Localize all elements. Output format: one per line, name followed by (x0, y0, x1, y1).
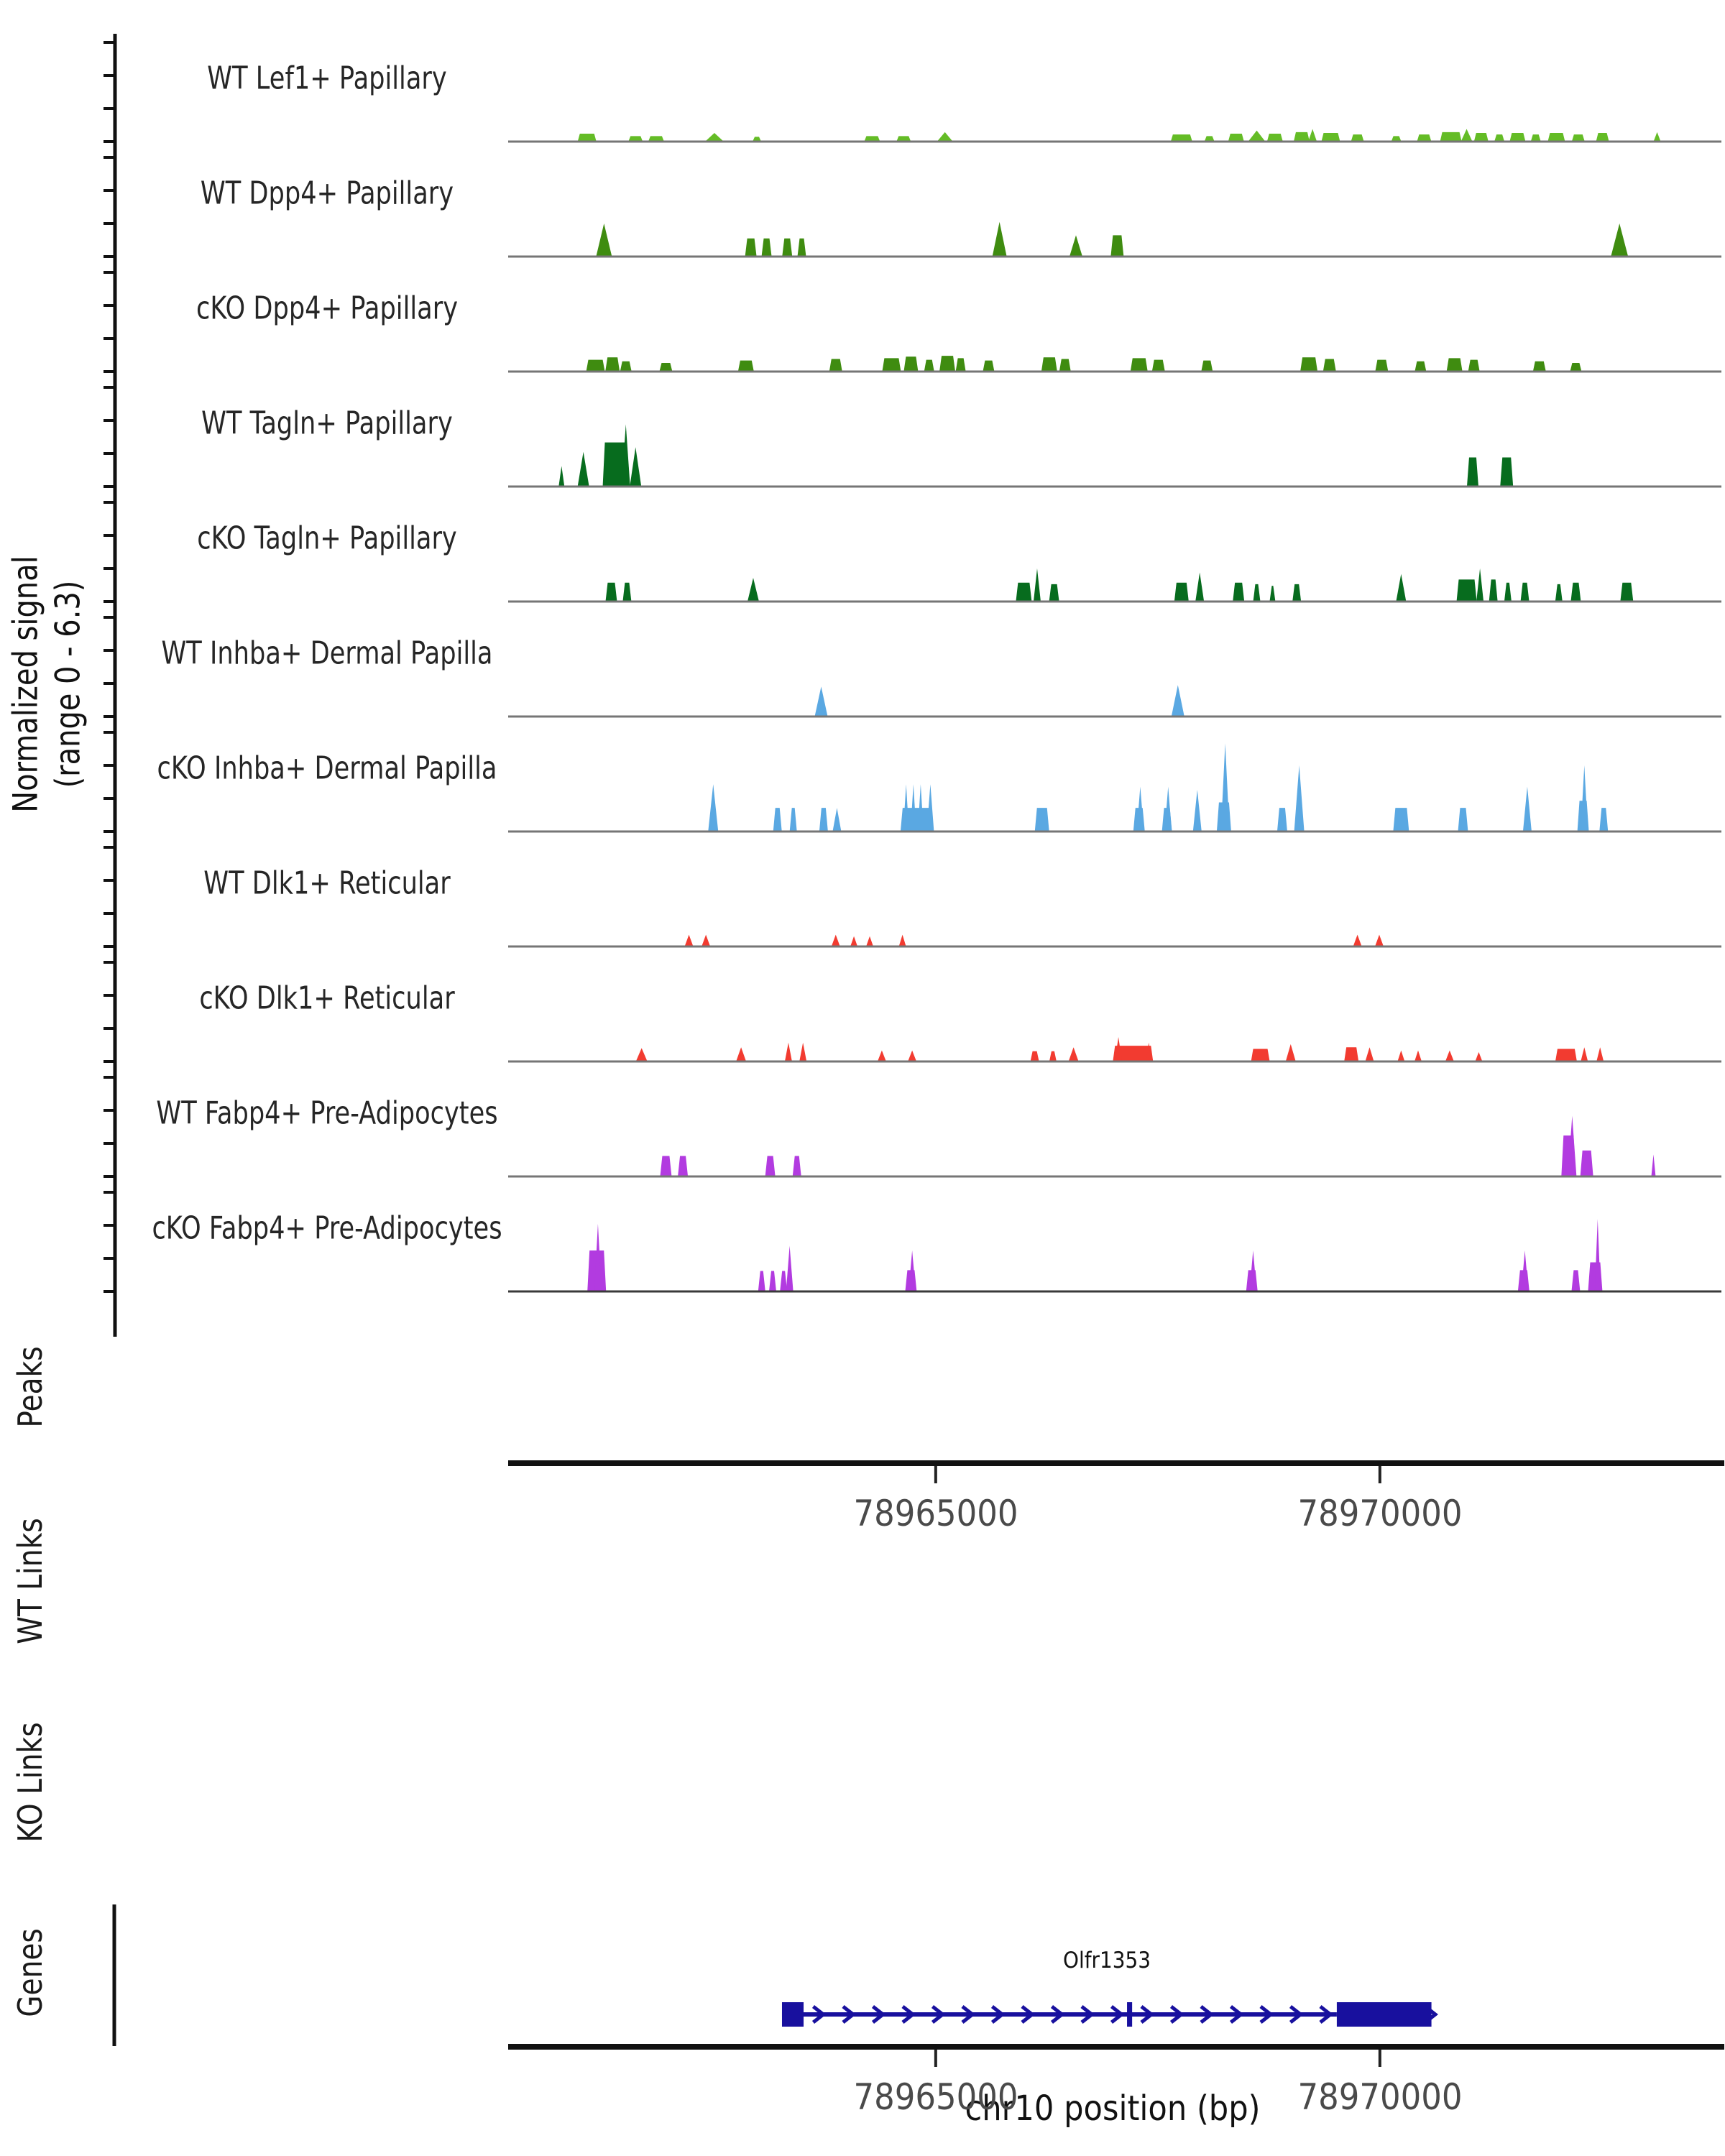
signal-peak (630, 447, 641, 487)
signal-peak (1445, 1051, 1454, 1061)
signal-peak (1620, 583, 1633, 602)
signal-peak (1581, 1151, 1593, 1176)
signal-peak (1300, 357, 1317, 372)
signal-peak (1500, 457, 1513, 487)
signal-peak (850, 936, 857, 946)
signal-peak (1016, 583, 1031, 602)
signal-peak (1414, 1051, 1422, 1061)
signal-peak (1461, 129, 1473, 142)
signal-peak (745, 239, 757, 257)
signal-peak (785, 1043, 792, 1061)
signal-peak (738, 361, 754, 372)
signal-peak (815, 686, 828, 717)
signal-peak (1375, 360, 1388, 372)
signal-peak (1195, 572, 1204, 602)
signal-peak (702, 935, 710, 946)
signal-peak (1599, 808, 1608, 831)
signal-peak (1397, 1051, 1404, 1061)
signal-peak (1414, 361, 1426, 372)
signal-peak (1049, 1051, 1057, 1061)
signal-peak (1596, 1047, 1604, 1061)
track-label: cKO Inhba+ Dermal Papilla (157, 750, 497, 787)
signal-peak (993, 222, 1007, 257)
signal-peak (659, 363, 672, 372)
signal-peak (924, 360, 934, 372)
signal-peak (878, 1051, 886, 1061)
signal-peak (1555, 1049, 1577, 1061)
signal-peak (793, 1156, 801, 1176)
signal-peak (956, 358, 966, 372)
signal-peak (1034, 568, 1041, 602)
signal-peak (1457, 579, 1477, 602)
signal-peak (1365, 1047, 1374, 1061)
signal-peak (1555, 584, 1563, 602)
x-axis-tick-label: 78970000 (1297, 1493, 1463, 1534)
section-label-wt-links: WT Links (11, 1518, 50, 1644)
signal-peak (937, 132, 953, 142)
signal-peak (748, 578, 759, 602)
signal-peak (1509, 133, 1525, 142)
signal-peak (1344, 1047, 1358, 1061)
signal-peak (903, 356, 918, 372)
signal-peak (1595, 1219, 1601, 1291)
signal-peak (1294, 765, 1305, 831)
signal-peak (620, 361, 632, 372)
signal-peak (605, 357, 620, 372)
signal-peak (1396, 574, 1406, 602)
signal-peak (773, 808, 782, 831)
signal-peak (1201, 361, 1213, 372)
signal-peak (1221, 743, 1230, 831)
signal-peak (1651, 1154, 1655, 1176)
track-label: cKO Dpp4+ Papillary (196, 290, 459, 327)
y-axis-label (5, 556, 90, 812)
signal-peak (1059, 359, 1071, 372)
signal-peak (832, 808, 841, 831)
signal-peak (1172, 685, 1184, 717)
signal-peak (832, 935, 840, 946)
signal-peak (1440, 132, 1462, 142)
signal-peak (1233, 583, 1244, 602)
gene-exon (1337, 2002, 1432, 2027)
x-axis-tick-label: 78970000 (1297, 2076, 1463, 2118)
signal-peak (1570, 583, 1581, 602)
track-label: WT Fabp4+ Pre-Adipocytes (156, 1095, 498, 1132)
signal-peak (1547, 133, 1565, 142)
track-label: cKO Tagln+ Papillary (197, 520, 457, 557)
signal-peak (1475, 1052, 1482, 1061)
signal-peak (1041, 357, 1057, 372)
signal-peak (758, 1271, 765, 1291)
signal-peak (1286, 1044, 1296, 1061)
track-label: cKO Dlk1+ Reticular (199, 980, 455, 1017)
signal-peak (1375, 935, 1384, 946)
signal-peak (939, 356, 955, 372)
signal-peak (1474, 133, 1489, 142)
signal-peak (1031, 1051, 1039, 1061)
signal-peak (908, 1051, 916, 1061)
signal-peak (762, 239, 772, 257)
signal-peak (1049, 584, 1059, 602)
track-label: WT Inhba+ Dermal Papilla (161, 635, 493, 672)
signal-peak (1308, 129, 1317, 142)
signal-peak (1504, 583, 1512, 602)
signal-peak (685, 935, 694, 946)
signal-peak (1070, 235, 1082, 257)
signal-peak (578, 452, 589, 487)
signal-peak (1035, 808, 1049, 831)
signal-peak (1292, 584, 1301, 602)
y-axis-label-line1: Normalized signal (6, 556, 46, 813)
signal-peak (780, 1271, 787, 1291)
track-label: WT Lef1+ Papillary (207, 60, 447, 97)
signal-peak (586, 360, 605, 372)
gene-name-label: Olfr1353 (1062, 1948, 1151, 1973)
signal-peak (819, 808, 828, 831)
signal-peak (797, 239, 806, 257)
signal-peak (829, 359, 842, 372)
signal-peak (983, 361, 994, 372)
signal-peak (736, 1047, 746, 1061)
signal-peak (636, 1048, 648, 1061)
section-label-genes: Genes (11, 1928, 50, 2017)
signal-peak (765, 1156, 776, 1176)
signal-peak (708, 784, 718, 831)
signal-peak (1489, 579, 1498, 602)
signal-peak (1523, 787, 1532, 831)
x-axis-tick-label: 78965000 (853, 2076, 1018, 2118)
signal-peak (1131, 358, 1148, 372)
track-label: WT Dlk1+ Reticular (203, 865, 451, 902)
gene-exon (1127, 2002, 1132, 2027)
signal-peak (1152, 360, 1165, 372)
signal-peak (782, 239, 792, 257)
x-axis-title: chr10 position (bp) (965, 2088, 1261, 2129)
signal-peak (1228, 134, 1244, 142)
signal-peak (622, 583, 631, 602)
signal-peak (1321, 133, 1340, 142)
signal-peak (1476, 568, 1484, 602)
signal-peak (1458, 808, 1468, 831)
section-label-peaks: Peaks (11, 1346, 50, 1428)
signal-peak (1654, 132, 1661, 142)
signal-peak (1251, 1049, 1270, 1061)
signal-peak (1193, 790, 1202, 831)
signal-peak (899, 935, 906, 946)
signal-peak (882, 358, 901, 372)
y-axis-label-line2: (range 0 - 6.3) (48, 580, 88, 788)
signal-peak (1521, 583, 1530, 602)
signal-peak (1323, 359, 1336, 372)
signal-peak (1069, 1047, 1079, 1061)
signal-peak (786, 1245, 794, 1291)
section-label-ko-links: KO Links (11, 1722, 50, 1843)
signal-peak (1110, 235, 1123, 257)
signal-peak (1533, 361, 1546, 372)
signal-peak (1467, 457, 1478, 487)
signal-peak (799, 1043, 806, 1061)
signal-peak (1393, 808, 1409, 831)
signal-peak (769, 1271, 776, 1291)
signal-peak (1248, 131, 1265, 142)
track-label: cKO Fabp4+ Pre-Adipocytes (152, 1210, 502, 1247)
signal-peak (1581, 1047, 1588, 1061)
signal-peak (1611, 224, 1628, 257)
track-label: WT Tagln+ Papillary (201, 405, 453, 442)
signal-peak (578, 134, 597, 142)
track-label: WT Dpp4+ Papillary (200, 175, 454, 212)
signal-peak (1468, 360, 1480, 372)
signal-peak (1447, 358, 1463, 372)
signal-peak (1277, 808, 1287, 831)
signal-peak (1570, 363, 1581, 372)
signal-peak (1596, 133, 1609, 142)
signal-peak (705, 133, 724, 142)
signal-peak (790, 808, 797, 831)
x-axis-tick-label: 78965000 (853, 1493, 1018, 1534)
signal-peak (1267, 134, 1283, 142)
signal-peak (558, 466, 564, 487)
signal-peak (1294, 132, 1310, 142)
signal-peak (678, 1156, 688, 1176)
signal-peak (596, 224, 612, 257)
signal-peak (1269, 586, 1275, 602)
signal-peak (660, 1156, 671, 1176)
signal-peak (605, 583, 617, 602)
signal-peak (1253, 584, 1260, 602)
signal-peak (1353, 935, 1362, 946)
signal-peak (1174, 583, 1189, 602)
signal-peak (1581, 765, 1588, 831)
signal-peak (866, 936, 873, 946)
signal-peak (1571, 1270, 1580, 1291)
